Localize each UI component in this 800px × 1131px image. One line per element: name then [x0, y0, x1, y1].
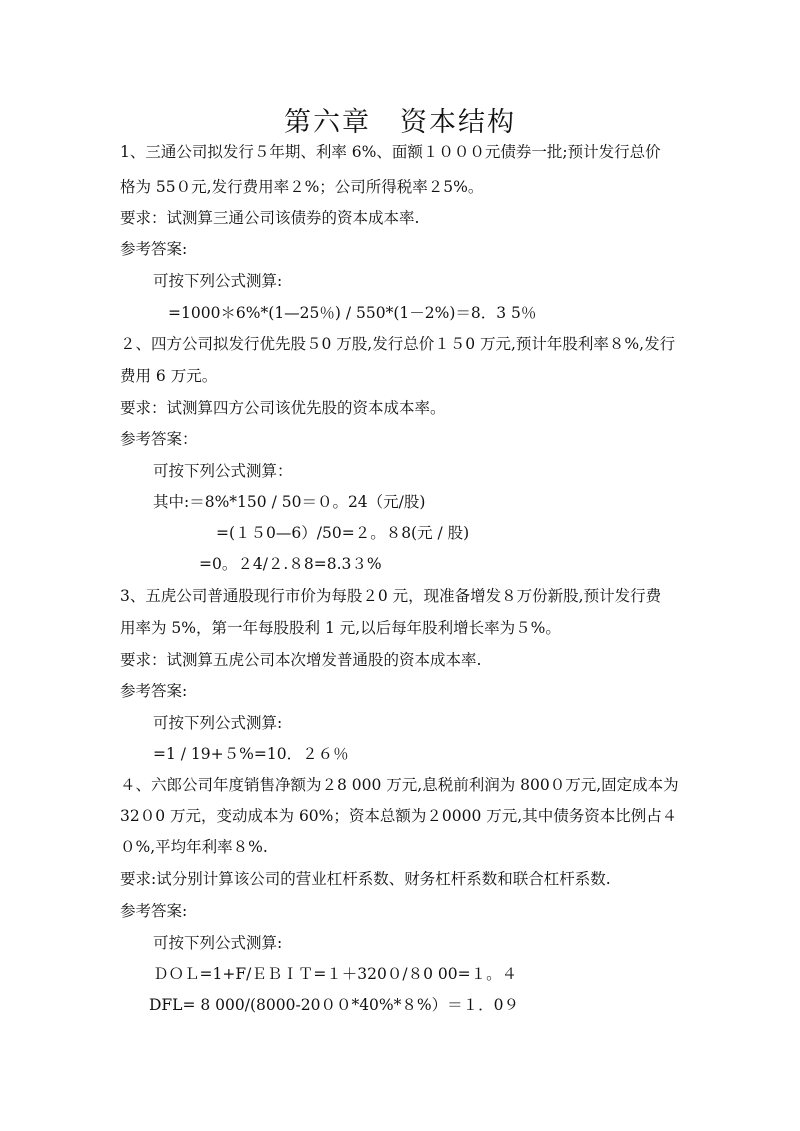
q4-text-line2: 32０0 万元，变动成本为 60%；资本总额为２0000 万元,其中债务资本比例占４ [120, 807, 678, 825]
q2-formula-1: 其中:＝8%*150 / 50＝０。24（元/股) [153, 493, 426, 511]
q4-formula-dol: ＤＯＬ=1+F/ＥＢＩＴ=１＋320０/８0 00=１。４ [153, 965, 518, 983]
q1-text-line2: 格为 55０元,发行费用率２%；公司所得税率２5%。 [120, 178, 484, 196]
chapter-title: 第六章 资本结构 [284, 107, 516, 138]
q4-requirement: 要求:试分别计算该公司的营业杠杆系数、财务杠杆系数和联合杠杆系数. [120, 870, 611, 888]
q2-formula-2: =(１５0—6）/50=２。８8(元 / 股) [216, 524, 470, 542]
q3-text-line1: 3、五虎公司普通股现行市价为每股２0 元，现准备增发８万份新股,预计发行费 [120, 587, 662, 605]
q2-formula-intro: 可按下列公式测算： [153, 462, 293, 480]
q3-formula-intro: 可按下列公式测算: [153, 714, 283, 732]
q2-requirement: 要求：试测算四方公司该优先股的资本成本率。 [120, 399, 446, 417]
q2-text-line2: 费用 6 万元。 [120, 367, 218, 385]
q2-formula-3: =0。２4/２.８8=8.3３% [199, 555, 382, 573]
q2-answer-label: 参考答案： [120, 430, 198, 448]
q1-formula: =1000＊6%*(1—25％) / 550*(1－2%)＝8．3 5％ [168, 304, 537, 322]
q2-text-line1: ２、四方公司拟发行优先股５0 万股,发行总价１５0 万元,预计年股利率８%,发行 [120, 335, 676, 353]
q1-answer-label: 参考答案: [120, 240, 188, 258]
q4-answer-label: 参考答案: [120, 902, 188, 920]
q3-text-line2: 用率为 5%，第一年每股股利 1 元,以后每年股利增长率为５%。 [120, 619, 561, 637]
q4-text-line1: ４、六郎公司年度销售净额为２8 000 万元,息税前利润为 800０万元,固定成本为 [120, 776, 679, 794]
q3-requirement: 要求：试测算五虎公司本次增发普通股的资本成本率. [120, 651, 482, 669]
q1-requirement: 要求：试测算三通公司该债券的资本成本率. [120, 209, 420, 227]
q1-text-line1: 1、三通公司拟发行５年期、利率 6%、面额１０００元债券一批;预计发行总价 [120, 143, 661, 161]
q4-formula-dfl: DFL= 8 000/(8000-20００*40%*８%）＝１．0９ [149, 996, 519, 1014]
q1-formula-intro: 可按下列公式测算: [153, 272, 283, 290]
q3-answer-label: 参考答案: [120, 682, 188, 700]
q4-text-line3: ０%,平均年利率８%. [120, 838, 268, 856]
q3-formula: =1 / 19+５%=10．２６％ [153, 745, 349, 763]
q4-formula-intro: 可按下列公式测算: [153, 934, 283, 952]
